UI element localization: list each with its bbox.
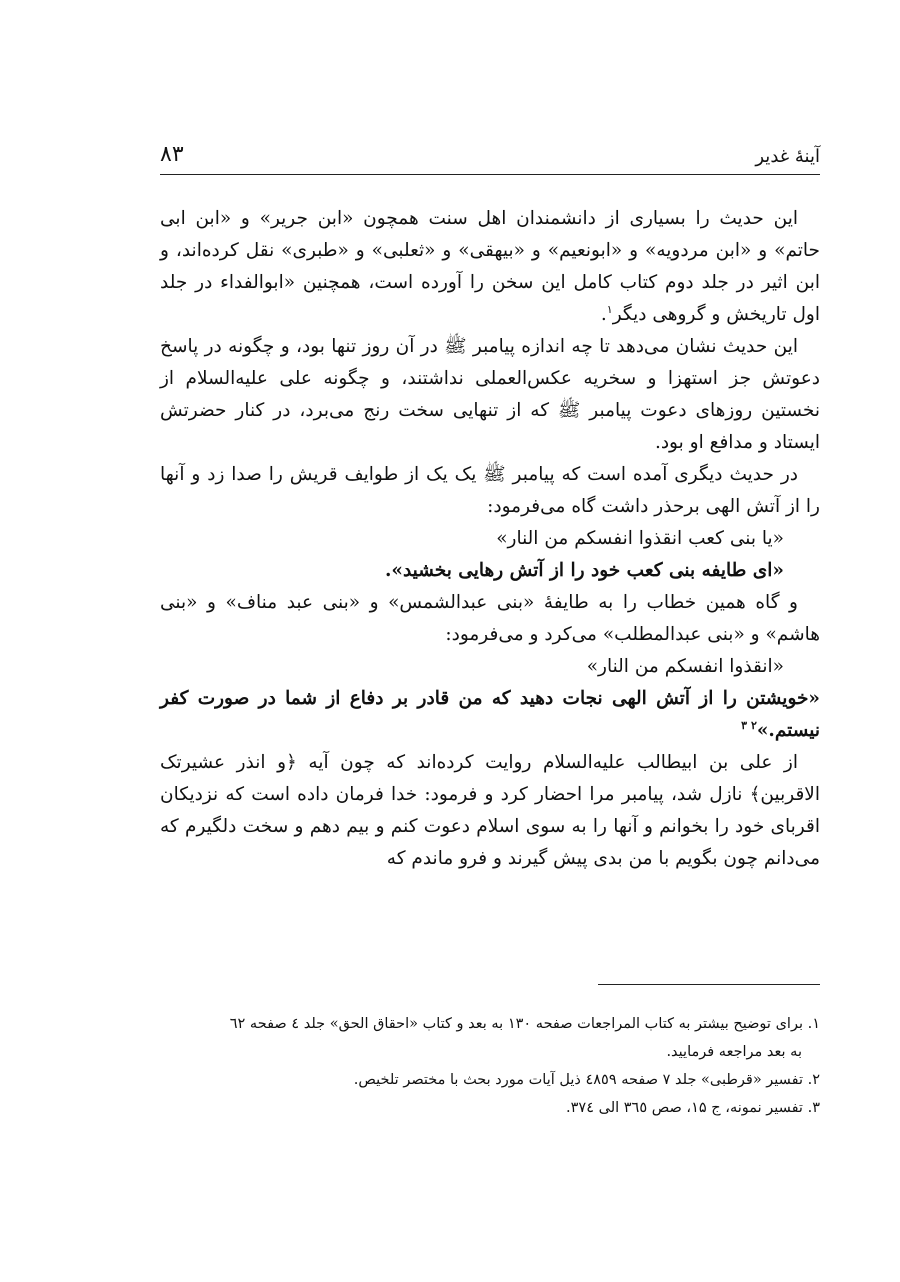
paragraph-2: این حدیث نشان می‌دهد تا چه اندازه پیامبر ﷺ در آن روز تنها بود، و چگونه در پاسخ دعوتش جز استهزا و سخریه عکس‌العملی نداشتند، و چگونه علی علیه‌السلام از نخستین روزهای دعوت پیامبر ﷺ که از تنهایی سخت رنج می‌برد، در کنار حضرتش ایستاد و مدافع او بود. [160, 336, 820, 453]
page-number: ۸۳ [160, 142, 184, 167]
arabic-quote-2: «انقذوا انفسکم من النار» [586, 656, 784, 677]
arabic-quote-1: «یا بنی کعب انقذوا انفسکم من النار» [496, 528, 784, 549]
paragraph-5: از علی بن ابیطالب علیه‌السلام روایت کرده‌اند که چون آیه ﴿و انذر عشیرتک الاقربین﴾ نازل شد، پیامبر مرا احضار کرد و فرمود: خدا فرمان داده است که نزدیکان اقربای خود را بخوانم و آنها را به سوی اسلام دعوت کنم و بیم دهم و سخت دلگیرم که می‌دانم چون بگویم با من بدی پیش گیرند و فرو ماندم که [160, 752, 820, 869]
footnotes [160, 1010, 820, 1122]
page-header [160, 138, 820, 175]
main-text [160, 203, 820, 875]
paragraph-4: و گاه همین خطاب را به طایفهٔ «بنی عبدالشمس» و «بنی عبد مناف» و «بنی هاشم» و «بنی عبدالمطلب» می‌کرد و می‌فرمود: [160, 592, 820, 645]
quote-translation-2 [160, 683, 820, 747]
paragraph-1: این حدیث را بسیاری از دانشمندان اهل سنت همچون «ابن جریر» و «ابن ابی حاتم» و «ابن مردویه» و «ابونعیم» و «بیهقی» و «ثعلبی» و «طبری» نقل کرده‌اند، و ابن اثیر در جلد دوم کتاب کامل این سخن را آورده است، همچنین «ابوالفداء در جلد اول تاریخش و گروهی دیگر$^۱$. [160, 208, 820, 325]
paragraph-1-text: این حدیث را بسیاری از دانشمندان اهل سنت همچون «ابن جریر» و «ابن ابی حاتم» و «ابن مردویه» و «ابونعیم» و «بیهقی» و «ثعلبی» و «طبری» نقل کرده‌اند، و ابن اثیر در جلد دوم کتاب کامل این سخن را آورده است، همچنین «ابوالفداء در جلد اول تاریخش و گروهی دیگر [160, 208, 820, 325]
quote-translation-1: «ای طایفه بنی کعب خود را از آتش رهایی بخشید». [384, 560, 784, 581]
footnote-ref-1: ۱ [606, 302, 613, 316]
footnote-2: ۲. تفسیر «قرطبی» جلد ۷ صفحه ٤٨٥٩ ذیل آیات مورد بحث با مختصر تلخیص. [353, 1072, 820, 1088]
footnote-ref-2-3: ۲ ۳ [741, 718, 757, 732]
footnote-1: ۱. برای توضیح بیشتر به کتاب المراجعات صفحه ۱۳۰ به بعد و کتاب «احقاق الحق» جلد ٤ صفحه ٦٢ [229, 1016, 820, 1032]
book-title: آینهٔ غدیر [755, 146, 820, 167]
footnote-3: ۳. تفسیر نمونه، ج ۱۵، صص ۳٦٥ الی ۳۷٤. [566, 1100, 820, 1116]
paragraph-3: در حدیث دیگری آمده است که پیامبر ﷺ یک یک از طوایف قریش را صدا زد و آنها را از آتش الهی برحذر داشت گاه می‌فرمود: [160, 464, 820, 517]
footnote-separator [598, 984, 820, 985]
footnote-1-continuation: به بعد مراجعه فرمایید. [666, 1044, 802, 1060]
quote-translation-2-text: «خویشتن را از آتش الهی نجات دهید که من قادر بر دفاع از شما در صورت کفر نیستم.» [160, 688, 820, 741]
